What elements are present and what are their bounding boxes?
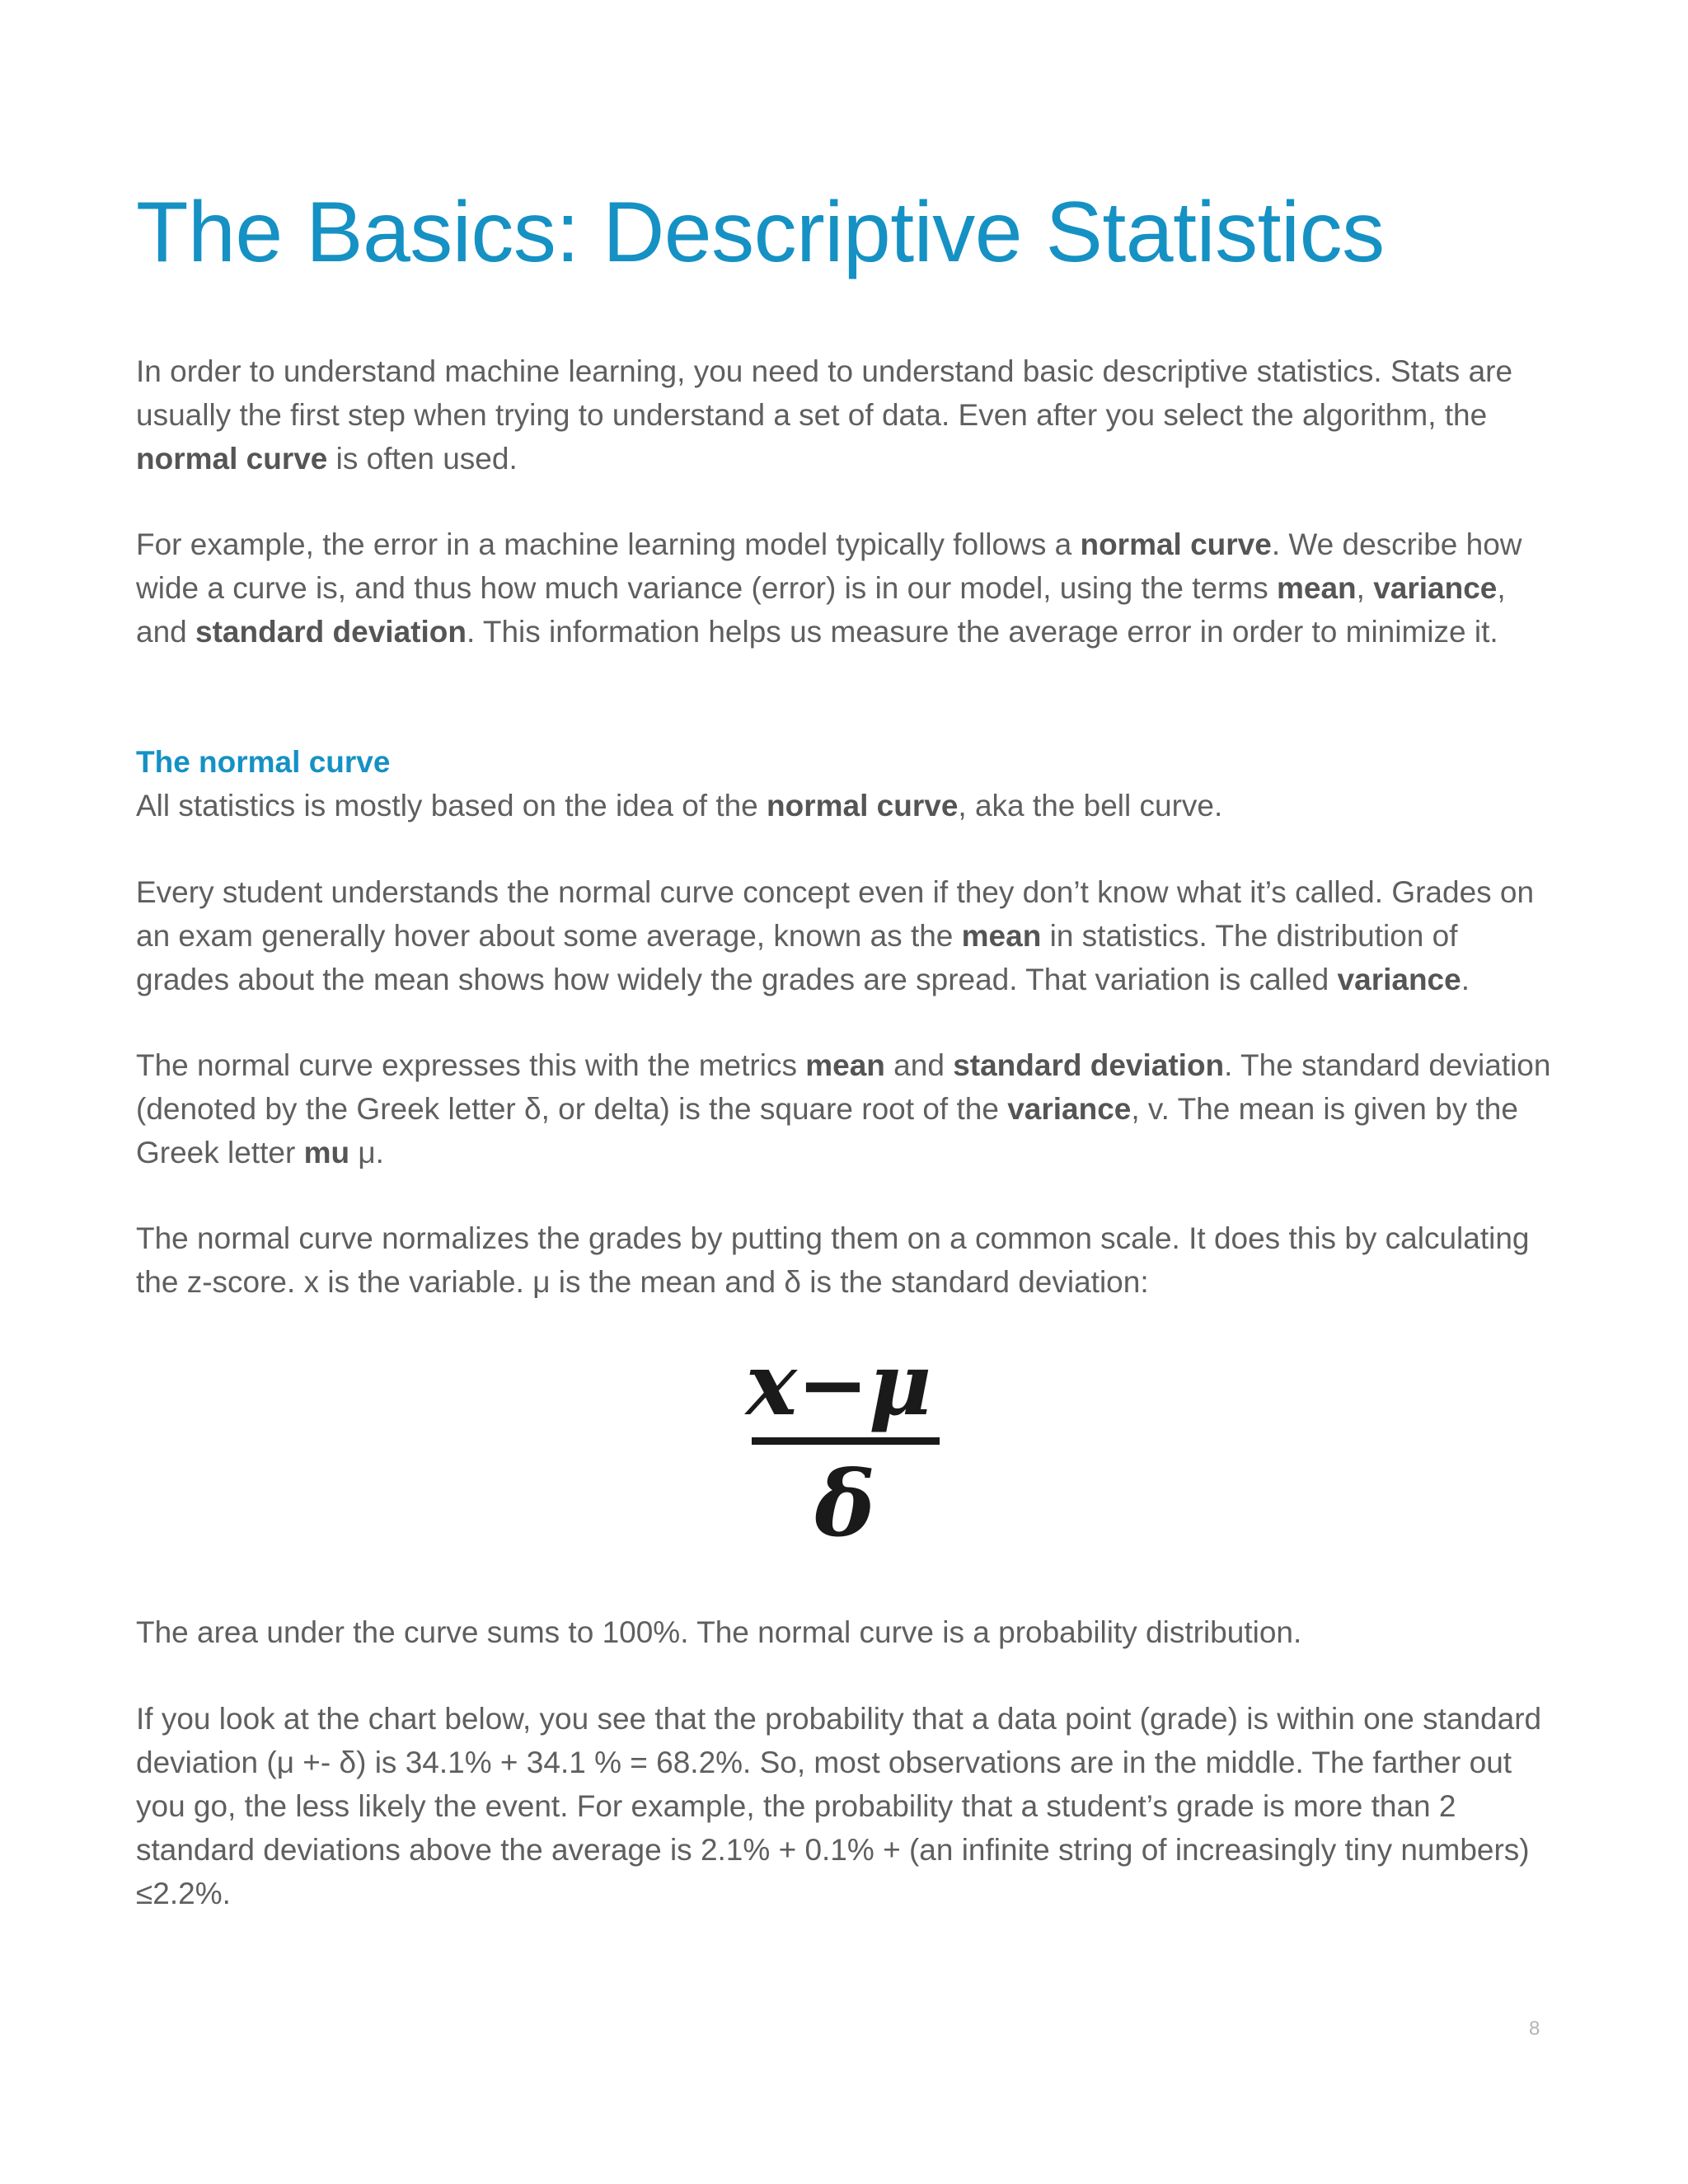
text-run: . — [1461, 963, 1470, 996]
bold-term: standard deviation — [953, 1048, 1225, 1082]
section-paragraph-6 — [136, 1697, 1554, 1915]
text-run: If you look at the chart below, you see that the probability that a data point (grade) is within one standard deviation (μ +- δ) is 34.1% + 34.1 % = 68.2%. So, most observations are in the middle. The farther out you go, the less likely the event. For example, the probability that a student’s grade is more than 2 standard deviations above the average is 2.1% + 0.1% + (an infinite string of increasingly tiny numbers) ≤2.2%. — [136, 1702, 1542, 1910]
text-run: The normal curve normalizes the grades by putting them on a common scale. It does this by calculating the z-score. x is the variable. μ is the mean and δ is the standard deviation: — [136, 1221, 1530, 1299]
text-run: , v. The mean is given by the Greek letter — [136, 1092, 1518, 1169]
bold-term: variance — [1007, 1092, 1132, 1126]
text-run: The normal curve expresses this with the metrics — [136, 1048, 806, 1082]
section-heading: The normal curve — [136, 745, 391, 779]
bold-term: mu — [303, 1136, 350, 1169]
text-run: The area under the curve sums to 100%. The normal curve is a probability distribution. — [136, 1615, 1302, 1649]
formula-denominator: δ — [814, 1451, 875, 1557]
text-run: , — [1356, 571, 1374, 605]
section-paragraph-4 — [136, 1216, 1554, 1304]
text-run: is often used. — [327, 442, 518, 476]
section-paragraph-1 — [136, 784, 1554, 827]
bold-term: standard deviation — [195, 615, 467, 649]
bold-term: mean — [1276, 571, 1357, 605]
bold-term: normal curve — [1080, 527, 1272, 561]
page-number: 8 — [1529, 2018, 1540, 2040]
bold-term: normal curve — [767, 789, 959, 823]
bold-term: variance — [1373, 571, 1498, 605]
text-run: μ. — [349, 1136, 384, 1169]
text-run: In order to understand machine learning, you need to understand basic descriptive statistics. Stats are usually the first step when trying to understand a set of data. Even after you select the algorithm, the — [136, 354, 1513, 432]
fraction-bar — [752, 1437, 940, 1445]
formula-numerator: x−μ — [745, 1333, 932, 1435]
page-title: The Basics: Descriptive Statistics — [136, 185, 1385, 280]
bold-term: normal curve — [136, 442, 328, 476]
section-paragraph-2 — [136, 870, 1554, 1001]
text-run: For example, the error in a machine learning model typically follows a — [136, 527, 1081, 561]
section-paragraph-3 — [136, 1043, 1554, 1174]
text-run: in statistics. The distribution of grades about the mean shows how widely the grades are spread. That variation is called — [136, 919, 1458, 996]
text-run: . The standard deviation (denoted by the Greek letter δ, or delta) is the square root of the — [136, 1048, 1551, 1126]
bold-term: mean — [805, 1048, 885, 1082]
text-run: . We describe how wide a curve is, and thus how much variance (error) is in our model, using the terms — [136, 527, 1522, 605]
text-run: and — [884, 1048, 954, 1082]
text-run: . This information helps us measure the average error in order to minimize it. — [466, 615, 1498, 649]
text-run: Every student understands the normal curve concept even if they don’t know what it’s called. Grades on an exam generally hover about some average, known as the — [136, 875, 1535, 953]
z-score-formula — [742, 1335, 948, 1566]
section-paragraph-5 — [136, 1610, 1554, 1654]
intro-paragraph-2 — [136, 523, 1554, 654]
text-run: , aka the bell curve. — [958, 789, 1223, 823]
intro-paragraph-1 — [136, 349, 1554, 480]
text-run: All statistics is mostly based on the idea of the — [136, 789, 767, 823]
bold-term: variance — [1337, 963, 1461, 996]
bold-term: mean — [961, 919, 1042, 953]
text-run: , and — [136, 571, 1506, 649]
